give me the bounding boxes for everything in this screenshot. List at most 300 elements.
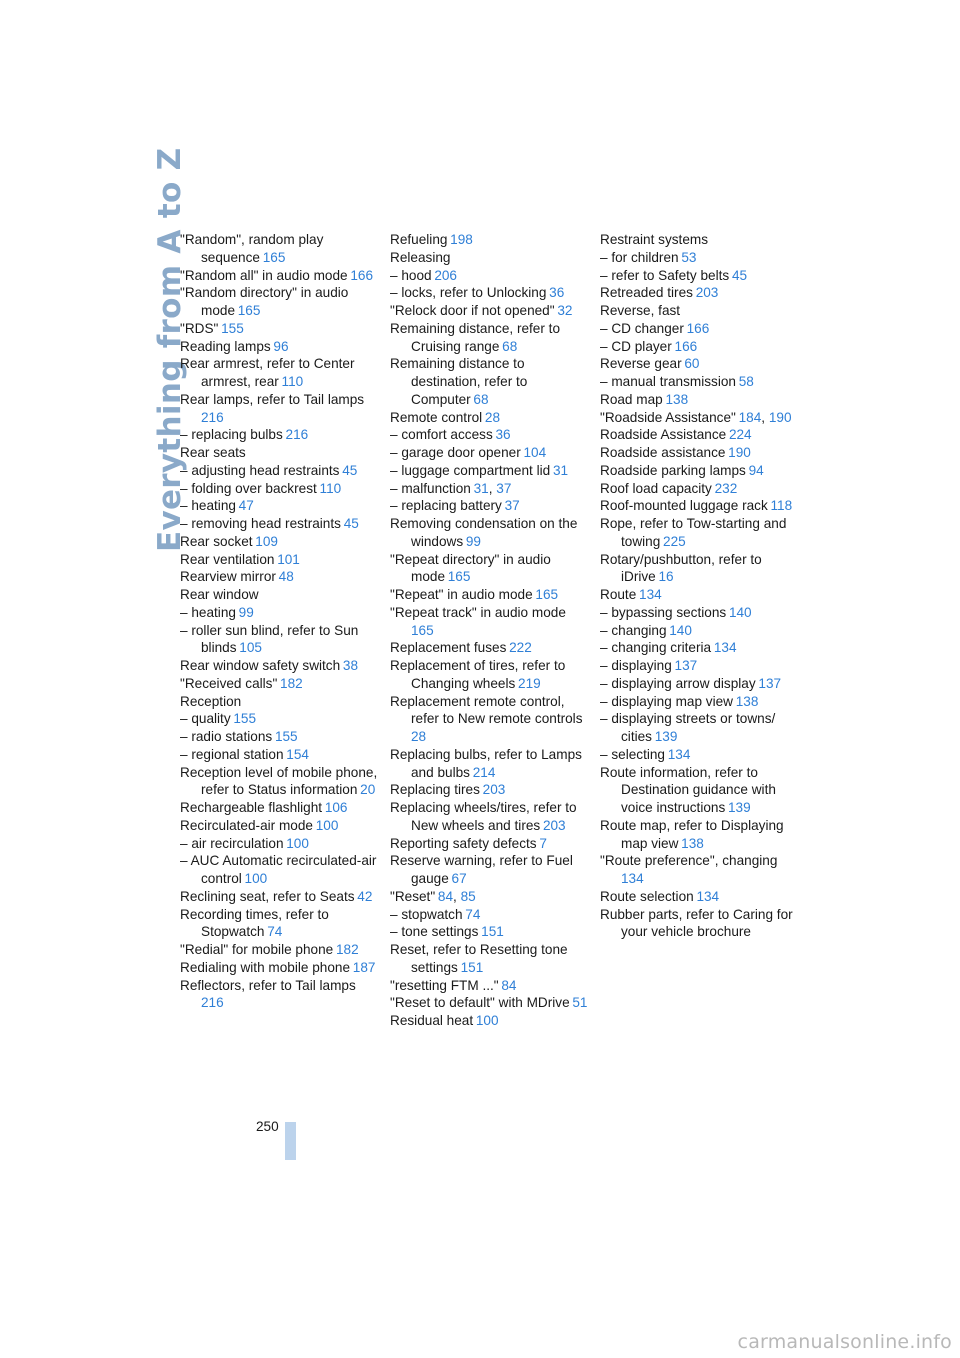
index-entry xyxy=(180,480,380,498)
page-reference-link[interactable]: 190 xyxy=(768,409,792,425)
index-entry xyxy=(600,338,800,356)
index-entry xyxy=(390,746,590,782)
index-term: Replacement of tires, refer to Changing wheels xyxy=(390,658,566,691)
index-term: – stopwatch xyxy=(390,906,463,922)
index-entry xyxy=(600,639,800,657)
index-term: "resetting FTM ..." xyxy=(390,977,499,993)
page-reference-link[interactable]: 16 xyxy=(658,569,674,585)
index-term: "Redial" for mobile phone xyxy=(180,942,334,957)
index-entry xyxy=(600,284,800,302)
index-term: – CD player xyxy=(600,338,672,354)
page-reference-link[interactable]: 166 xyxy=(350,267,374,283)
index-entry xyxy=(390,267,590,285)
page-reference-link[interactable]: 138 xyxy=(681,835,704,851)
index-entry xyxy=(390,657,590,693)
index-term: Roof-mounted luggage rack xyxy=(600,498,768,514)
index-term: "Repeat" in audio mode xyxy=(390,587,533,602)
index-term: – bypassing sections xyxy=(600,604,727,620)
index-entry xyxy=(180,728,380,746)
index-term: Route information, refer to Destination guidance with voice instructions xyxy=(600,764,776,815)
index-entry xyxy=(390,835,590,853)
page-reference-link[interactable]: 53 xyxy=(681,249,697,265)
index-entry xyxy=(180,533,380,551)
index-entry xyxy=(390,444,590,462)
index-entry xyxy=(390,994,590,1012)
index-entry xyxy=(600,675,800,693)
index-term: – displaying xyxy=(600,658,672,673)
page-reference-link[interactable]: 198 xyxy=(450,232,473,247)
index-term: Replacing wheels/tires, refer to New wheels and tires xyxy=(390,800,577,833)
index-term: Rear ventilation xyxy=(180,551,275,567)
page-reference-link[interactable]: 206 xyxy=(434,267,457,283)
index-term: Recirculated-air mode xyxy=(180,817,313,833)
index-term: Roadside parking lamps xyxy=(600,462,746,478)
index-entry xyxy=(390,799,590,835)
page-reference-link[interactable]: 138 xyxy=(735,693,759,709)
index-entry xyxy=(600,373,800,391)
page-reference-link[interactable]: 96 xyxy=(273,338,289,354)
index-entry xyxy=(600,515,800,551)
index-entry xyxy=(180,693,380,711)
index-term: – comfort access xyxy=(390,427,493,443)
index-entry xyxy=(600,444,800,462)
page-number-bar xyxy=(285,1122,296,1160)
index-term: – manual transmission xyxy=(600,374,736,389)
page-reference-link[interactable]: 85 xyxy=(460,888,476,904)
page-reference-link[interactable]: 36 xyxy=(495,427,511,443)
index-term: Road map xyxy=(600,391,663,407)
index-term: – garage door opener xyxy=(390,445,521,460)
page-reference-link[interactable]: 28 xyxy=(484,409,501,425)
page-reference-link[interactable]: 100 xyxy=(286,835,309,851)
page-reference-link[interactable]: 36 xyxy=(549,285,565,301)
page-reference-link[interactable]: 137 xyxy=(758,675,782,691)
index-term: Reading lamps xyxy=(180,338,271,354)
page-reference-link[interactable]: 165 xyxy=(411,622,434,638)
index-term: Remaining distance, refer to Cruising range xyxy=(390,320,561,354)
index-entry xyxy=(390,515,590,551)
page-reference-link[interactable]: 219 xyxy=(518,675,541,691)
index-entry xyxy=(390,462,590,480)
index-entry xyxy=(180,710,380,728)
page-reference-link[interactable]: 182 xyxy=(335,942,359,957)
index-column-3 xyxy=(600,231,800,941)
index-term: Rope, refer to Tow-starting and towing xyxy=(600,516,787,549)
section-title-vertical: Everything from A to Z xyxy=(152,147,188,552)
index-term: Replacement remote control, refer to New remote controls xyxy=(390,693,583,727)
page-reference-link[interactable]: 45 xyxy=(731,267,748,283)
index-term: Reverse, fast xyxy=(600,303,681,318)
index-term: Refueling xyxy=(390,232,448,247)
index-entry xyxy=(180,959,380,977)
index-column-2 xyxy=(390,231,590,1030)
page-reference-link[interactable]: 190 xyxy=(728,445,751,460)
page-reference-link[interactable]: 31 xyxy=(473,480,489,496)
index-term: Rear armrest, refer to Center armrest, rear xyxy=(180,356,355,389)
index-entry xyxy=(390,409,590,427)
index-term: – air recirculation xyxy=(180,835,284,851)
index-term: Reception level of mobile phone, refer to Status information xyxy=(180,764,378,798)
index-term: "Repeat track" in audio mode xyxy=(390,604,566,620)
index-term: – folding over backrest xyxy=(180,480,317,496)
page-reference-link[interactable]: 182 xyxy=(280,675,303,691)
index-entry xyxy=(390,302,590,320)
index-term: Rear seats xyxy=(180,445,246,460)
index-term: Reflectors, refer to Tail lamps xyxy=(180,977,356,993)
index-entry xyxy=(600,817,800,853)
index-term: Residual heat xyxy=(390,1013,474,1028)
page-reference-link[interactable]: 45 xyxy=(342,462,358,478)
index-entry xyxy=(180,888,380,906)
index-entry xyxy=(180,657,380,675)
index-term: – heating xyxy=(180,498,236,514)
index-term: "RDS" xyxy=(180,320,219,336)
index-term: "Reset" xyxy=(390,888,436,904)
index-entry xyxy=(180,852,380,888)
page-reference-link[interactable]: 166 xyxy=(686,320,710,336)
page-reference-link[interactable]: 110 xyxy=(319,480,342,496)
page-reference-link[interactable]: 84 xyxy=(437,888,454,904)
page-reference-link[interactable]: 134 xyxy=(667,746,691,762)
page-reference-link[interactable]: 67 xyxy=(451,871,467,886)
index-entry xyxy=(600,746,800,764)
index-entry xyxy=(600,710,800,746)
page-reference-link[interactable]: 58 xyxy=(738,374,754,389)
index-term: – for children xyxy=(600,249,679,265)
page-reference-link[interactable]: 140 xyxy=(669,622,692,638)
index-entry xyxy=(180,462,380,480)
index-entry xyxy=(180,817,380,835)
index-term: "Received calls" xyxy=(180,675,278,691)
index-term: Redialing with mobile phone xyxy=(180,959,351,975)
page-reference-link[interactable]: 216 xyxy=(285,427,309,443)
page-reference-link[interactable]: 37 xyxy=(504,498,520,514)
index-entry xyxy=(390,320,590,356)
index-term: Route map, refer to Displaying map view xyxy=(600,817,784,851)
page-reference-link[interactable]: 140 xyxy=(728,604,752,620)
page-reference-link[interactable]: 51 xyxy=(572,995,588,1011)
page-reference-link[interactable]: 104 xyxy=(523,445,547,460)
page-reference-link[interactable]: 100 xyxy=(475,1013,499,1028)
index-entry xyxy=(180,284,380,320)
index-term: – malfunction xyxy=(390,480,471,496)
page-reference-link[interactable]: 7 xyxy=(539,835,547,851)
page-reference-link[interactable]: 203 xyxy=(542,817,566,833)
page-reference-link[interactable]: 165 xyxy=(535,587,559,602)
index-entry xyxy=(180,444,380,462)
page-reference-link[interactable]: 20 xyxy=(360,782,376,798)
page-reference-link[interactable]: 155 xyxy=(221,320,244,336)
index-entry xyxy=(390,249,590,267)
index-term: Reception xyxy=(180,693,242,709)
index-term: – removing head restraints xyxy=(180,516,341,531)
index-term: – changing criteria xyxy=(600,640,712,656)
index-entry xyxy=(180,267,380,285)
index-term: – AUC Automatic recirculated-air control xyxy=(180,853,377,886)
index-term: Remaining distance to destination, refer to Computer xyxy=(390,356,528,407)
index-entry xyxy=(390,906,590,924)
index-term: – quality xyxy=(180,711,231,727)
page-number: 250 xyxy=(256,1119,279,1134)
index-term: – displaying map view xyxy=(600,693,733,709)
index-entry xyxy=(390,231,590,249)
index-term: – refer to Safety belts xyxy=(600,267,730,283)
page-reference-link[interactable]: 68 xyxy=(473,391,489,407)
index-entry xyxy=(390,852,590,888)
page-reference-link[interactable]: 105 xyxy=(239,640,262,656)
index-entry xyxy=(180,338,380,356)
index-entry xyxy=(600,231,800,249)
index-entry xyxy=(600,355,800,373)
index-term: Route selection xyxy=(600,888,694,904)
index-term: Reporting safety defects xyxy=(390,835,537,851)
index-term: – luggage compartment lid xyxy=(390,462,551,478)
index-term: Reserve warning, refer to Fuel gauge xyxy=(390,853,573,886)
index-entry xyxy=(600,320,800,338)
page-reference-link[interactable]: 216 xyxy=(201,409,224,425)
index-entry: "Roadside Assistance" 184, 190 xyxy=(600,409,792,425)
index-entry xyxy=(390,693,590,746)
index-term: "Reset to default" with MDrive xyxy=(390,995,570,1011)
page-reference-link[interactable]: 109 xyxy=(255,533,278,549)
index-term: Route xyxy=(600,587,637,602)
index-entry xyxy=(180,355,380,391)
index-entry xyxy=(180,391,380,427)
index-term: Rear socket xyxy=(180,533,253,549)
index-term: – locks, refer to Unlocking xyxy=(390,285,547,301)
index-entry xyxy=(390,426,590,444)
index-entry xyxy=(180,977,380,1013)
page-reference-link[interactable]: 232 xyxy=(714,480,738,496)
index-term: Replacement fuses xyxy=(390,640,507,656)
index-entry xyxy=(600,391,800,409)
index-term: – adjusting head restraints xyxy=(180,462,340,478)
page-reference-link[interactable]: 134 xyxy=(713,640,737,656)
index-entry xyxy=(180,622,380,658)
index-entry xyxy=(600,693,800,711)
index-term: Rear window safety switch xyxy=(180,658,341,673)
index-term: Rearview mirror xyxy=(180,569,276,585)
index-entry xyxy=(180,231,380,267)
index-entry xyxy=(180,941,380,959)
page-reference-link[interactable]: 134 xyxy=(639,587,662,602)
index-entry xyxy=(600,267,800,285)
page-reference-link[interactable]: 151 xyxy=(460,959,484,975)
index-term: – radio stations xyxy=(180,729,273,744)
index-term: – changing xyxy=(600,622,667,638)
index-term: – replacing bulbs xyxy=(180,427,283,443)
page-reference-link[interactable]: 214 xyxy=(472,764,496,780)
page-reference-link[interactable]: 60 xyxy=(684,356,700,372)
page-reference-link[interactable]: 184 xyxy=(738,409,762,425)
index-entry xyxy=(180,764,380,800)
index-entry xyxy=(600,497,800,515)
page-reference-link[interactable]: 224 xyxy=(728,427,752,443)
index-term: "Random directory" in audio mode xyxy=(180,285,349,318)
index-term: Rear lamps, refer to Tail lamps xyxy=(180,391,365,407)
index-term: Replacing bulbs, refer to Lamps and bulbs xyxy=(390,746,582,780)
index-term: "Repeat directory" in audio mode xyxy=(390,551,551,585)
index-term: "Random all" in audio mode xyxy=(180,267,348,283)
page-reference-link[interactable]: 134 xyxy=(696,888,720,904)
index-entry xyxy=(600,249,800,267)
page-reference-link[interactable]: 74 xyxy=(465,906,481,922)
index-term: Restraint systems xyxy=(600,232,709,247)
page-reference-link[interactable]: 222 xyxy=(509,640,532,656)
index-entry xyxy=(390,497,590,515)
index-entry xyxy=(600,764,800,817)
index-term: Retreaded tires xyxy=(600,285,693,301)
page-reference-link[interactable]: 138 xyxy=(665,391,689,407)
index-entry xyxy=(180,586,380,604)
index-term: Releasing xyxy=(390,249,451,265)
index-term: Rechargeable flashlight xyxy=(180,800,323,815)
page-reference-link[interactable]: 165 xyxy=(237,303,261,318)
index-term: Remote control xyxy=(390,409,483,425)
index-term: Roof load capacity xyxy=(600,480,712,496)
index-entry xyxy=(600,426,800,444)
index-entry xyxy=(180,568,380,586)
index-entry xyxy=(180,746,380,764)
page-reference-link[interactable]: 203 xyxy=(482,782,506,798)
page-reference-link[interactable]: 47 xyxy=(238,498,254,514)
index-entry xyxy=(390,551,590,587)
page-reference-link[interactable]: 165 xyxy=(262,249,286,265)
index-entry xyxy=(600,604,800,622)
page-reference-link[interactable]: 134 xyxy=(621,871,644,886)
index-term: Rotary/pushbutton, refer to iDrive xyxy=(600,551,762,585)
index-entry xyxy=(600,462,800,480)
index-entry xyxy=(390,639,590,657)
page-reference-link[interactable]: 101 xyxy=(277,551,300,567)
index-term: Removing condensation on the windows xyxy=(390,516,578,549)
page-reference-link[interactable]: 42 xyxy=(357,888,373,904)
index-term: Replacing tires xyxy=(390,782,480,798)
index-term: Rear window xyxy=(180,587,259,602)
index-entry xyxy=(180,515,380,533)
page-reference-link[interactable]: 94 xyxy=(748,462,764,478)
index-entry xyxy=(180,835,380,853)
page-reference-link[interactable]: 99 xyxy=(238,604,254,620)
page-reference-link[interactable]: 154 xyxy=(286,746,309,762)
index-term: Rubber parts, refer to Caring for your vehicle brochure xyxy=(600,906,793,940)
page-reference-link[interactable]: 151 xyxy=(481,924,504,940)
index-term: – replacing battery xyxy=(390,498,502,514)
page-reference-link[interactable]: 45 xyxy=(343,516,359,531)
index-term: Roadside Assistance xyxy=(600,427,727,443)
index-entry xyxy=(390,1012,590,1030)
index-term: "Route preference", changing xyxy=(600,853,778,869)
index-entry xyxy=(390,604,590,640)
index-entry xyxy=(180,497,380,515)
index-term: – displaying arrow display xyxy=(600,675,756,691)
page-reference-link[interactable]: 38 xyxy=(342,658,359,673)
page-reference-link[interactable]: 225 xyxy=(663,533,686,549)
page-reference-link[interactable]: 68 xyxy=(502,338,518,354)
index-entry xyxy=(600,302,800,320)
index-term: "Random", random play sequence xyxy=(180,232,324,265)
index-term: – CD changer xyxy=(600,320,684,336)
index-entry xyxy=(600,906,800,942)
index-term: Reset, refer to Resetting tone settings xyxy=(390,942,568,975)
index-entry xyxy=(600,622,800,640)
page-reference-link[interactable]: 31 xyxy=(552,462,569,478)
page-reference-link[interactable]: 74 xyxy=(267,924,283,940)
page-reference-link[interactable]: 155 xyxy=(233,711,257,727)
index-entry xyxy=(180,675,380,693)
page-reference-link[interactable]: 137 xyxy=(674,658,698,673)
page-reference-link[interactable]: 139 xyxy=(728,800,751,815)
index-term: – tone settings xyxy=(390,924,479,940)
page-reference-link[interactable]: 37 xyxy=(496,480,512,496)
index-term: "Relock door if not opened" xyxy=(390,303,555,318)
index-entry xyxy=(390,941,590,977)
watermark: carmanualsonline.info xyxy=(737,1331,952,1353)
page-reference-link[interactable]: 155 xyxy=(274,729,298,744)
index-entry xyxy=(600,888,800,906)
index-term: – roller sun blind, refer to Sun blinds xyxy=(180,622,359,656)
index-term: – heating xyxy=(180,604,236,620)
index-entry xyxy=(600,852,800,888)
index-entry: "Reset" 84, 85 xyxy=(390,888,476,904)
index-term: – selecting xyxy=(600,746,665,762)
index-entry xyxy=(180,320,380,338)
page-reference-link[interactable]: 165 xyxy=(447,569,471,585)
index-term: – regional station xyxy=(180,746,284,762)
index-entry xyxy=(180,551,380,569)
page-reference-link[interactable]: 84 xyxy=(501,977,517,993)
index-column-1 xyxy=(180,231,380,1012)
page-reference-link[interactable]: 118 xyxy=(770,498,793,514)
page-reference-link[interactable]: 216 xyxy=(201,995,224,1011)
index-term: Reclining seat, refer to Seats xyxy=(180,888,355,904)
page-reference-link[interactable]: 110 xyxy=(281,374,304,389)
index-term: "Roadside Assistance" xyxy=(600,409,736,425)
index-entry xyxy=(180,799,380,817)
page-reference-link[interactable]: 28 xyxy=(411,729,427,744)
index-entry xyxy=(600,586,800,604)
index-entry xyxy=(390,977,590,995)
page-reference-link[interactable]: 100 xyxy=(315,817,339,833)
index-entry xyxy=(390,781,590,799)
index-term: – hood xyxy=(390,267,432,283)
page-reference-link[interactable]: 48 xyxy=(278,569,294,585)
index-entry xyxy=(390,923,590,941)
index-entry xyxy=(180,604,380,622)
index-entry xyxy=(390,355,590,408)
index-entry xyxy=(600,480,800,498)
page-reference-link[interactable]: 100 xyxy=(244,871,268,886)
index-term: Roadside assistance xyxy=(600,445,726,460)
index-entry xyxy=(390,284,590,302)
index-term: – displaying streets or towns/ cities xyxy=(600,711,776,744)
index-entry xyxy=(600,657,800,675)
page-reference-link[interactable]: 187 xyxy=(352,959,376,975)
page-reference-link[interactable]: 32 xyxy=(557,303,573,318)
index-entry xyxy=(390,586,590,604)
page-reference-link[interactable]: 203 xyxy=(695,285,719,301)
index-entry xyxy=(600,551,800,587)
page-reference-link[interactable]: 139 xyxy=(654,729,678,744)
index-entry xyxy=(180,426,380,444)
page-reference-link[interactable]: 99 xyxy=(465,533,481,549)
index-term: Recording times, refer to Stopwatch xyxy=(180,906,329,940)
index-term: Reverse gear xyxy=(600,356,682,372)
index-entry: – malfunction 31, 37 xyxy=(390,480,512,496)
page-reference-link[interactable]: 106 xyxy=(324,800,348,815)
index-entry xyxy=(180,906,380,942)
page-reference-link[interactable]: 166 xyxy=(674,338,698,354)
